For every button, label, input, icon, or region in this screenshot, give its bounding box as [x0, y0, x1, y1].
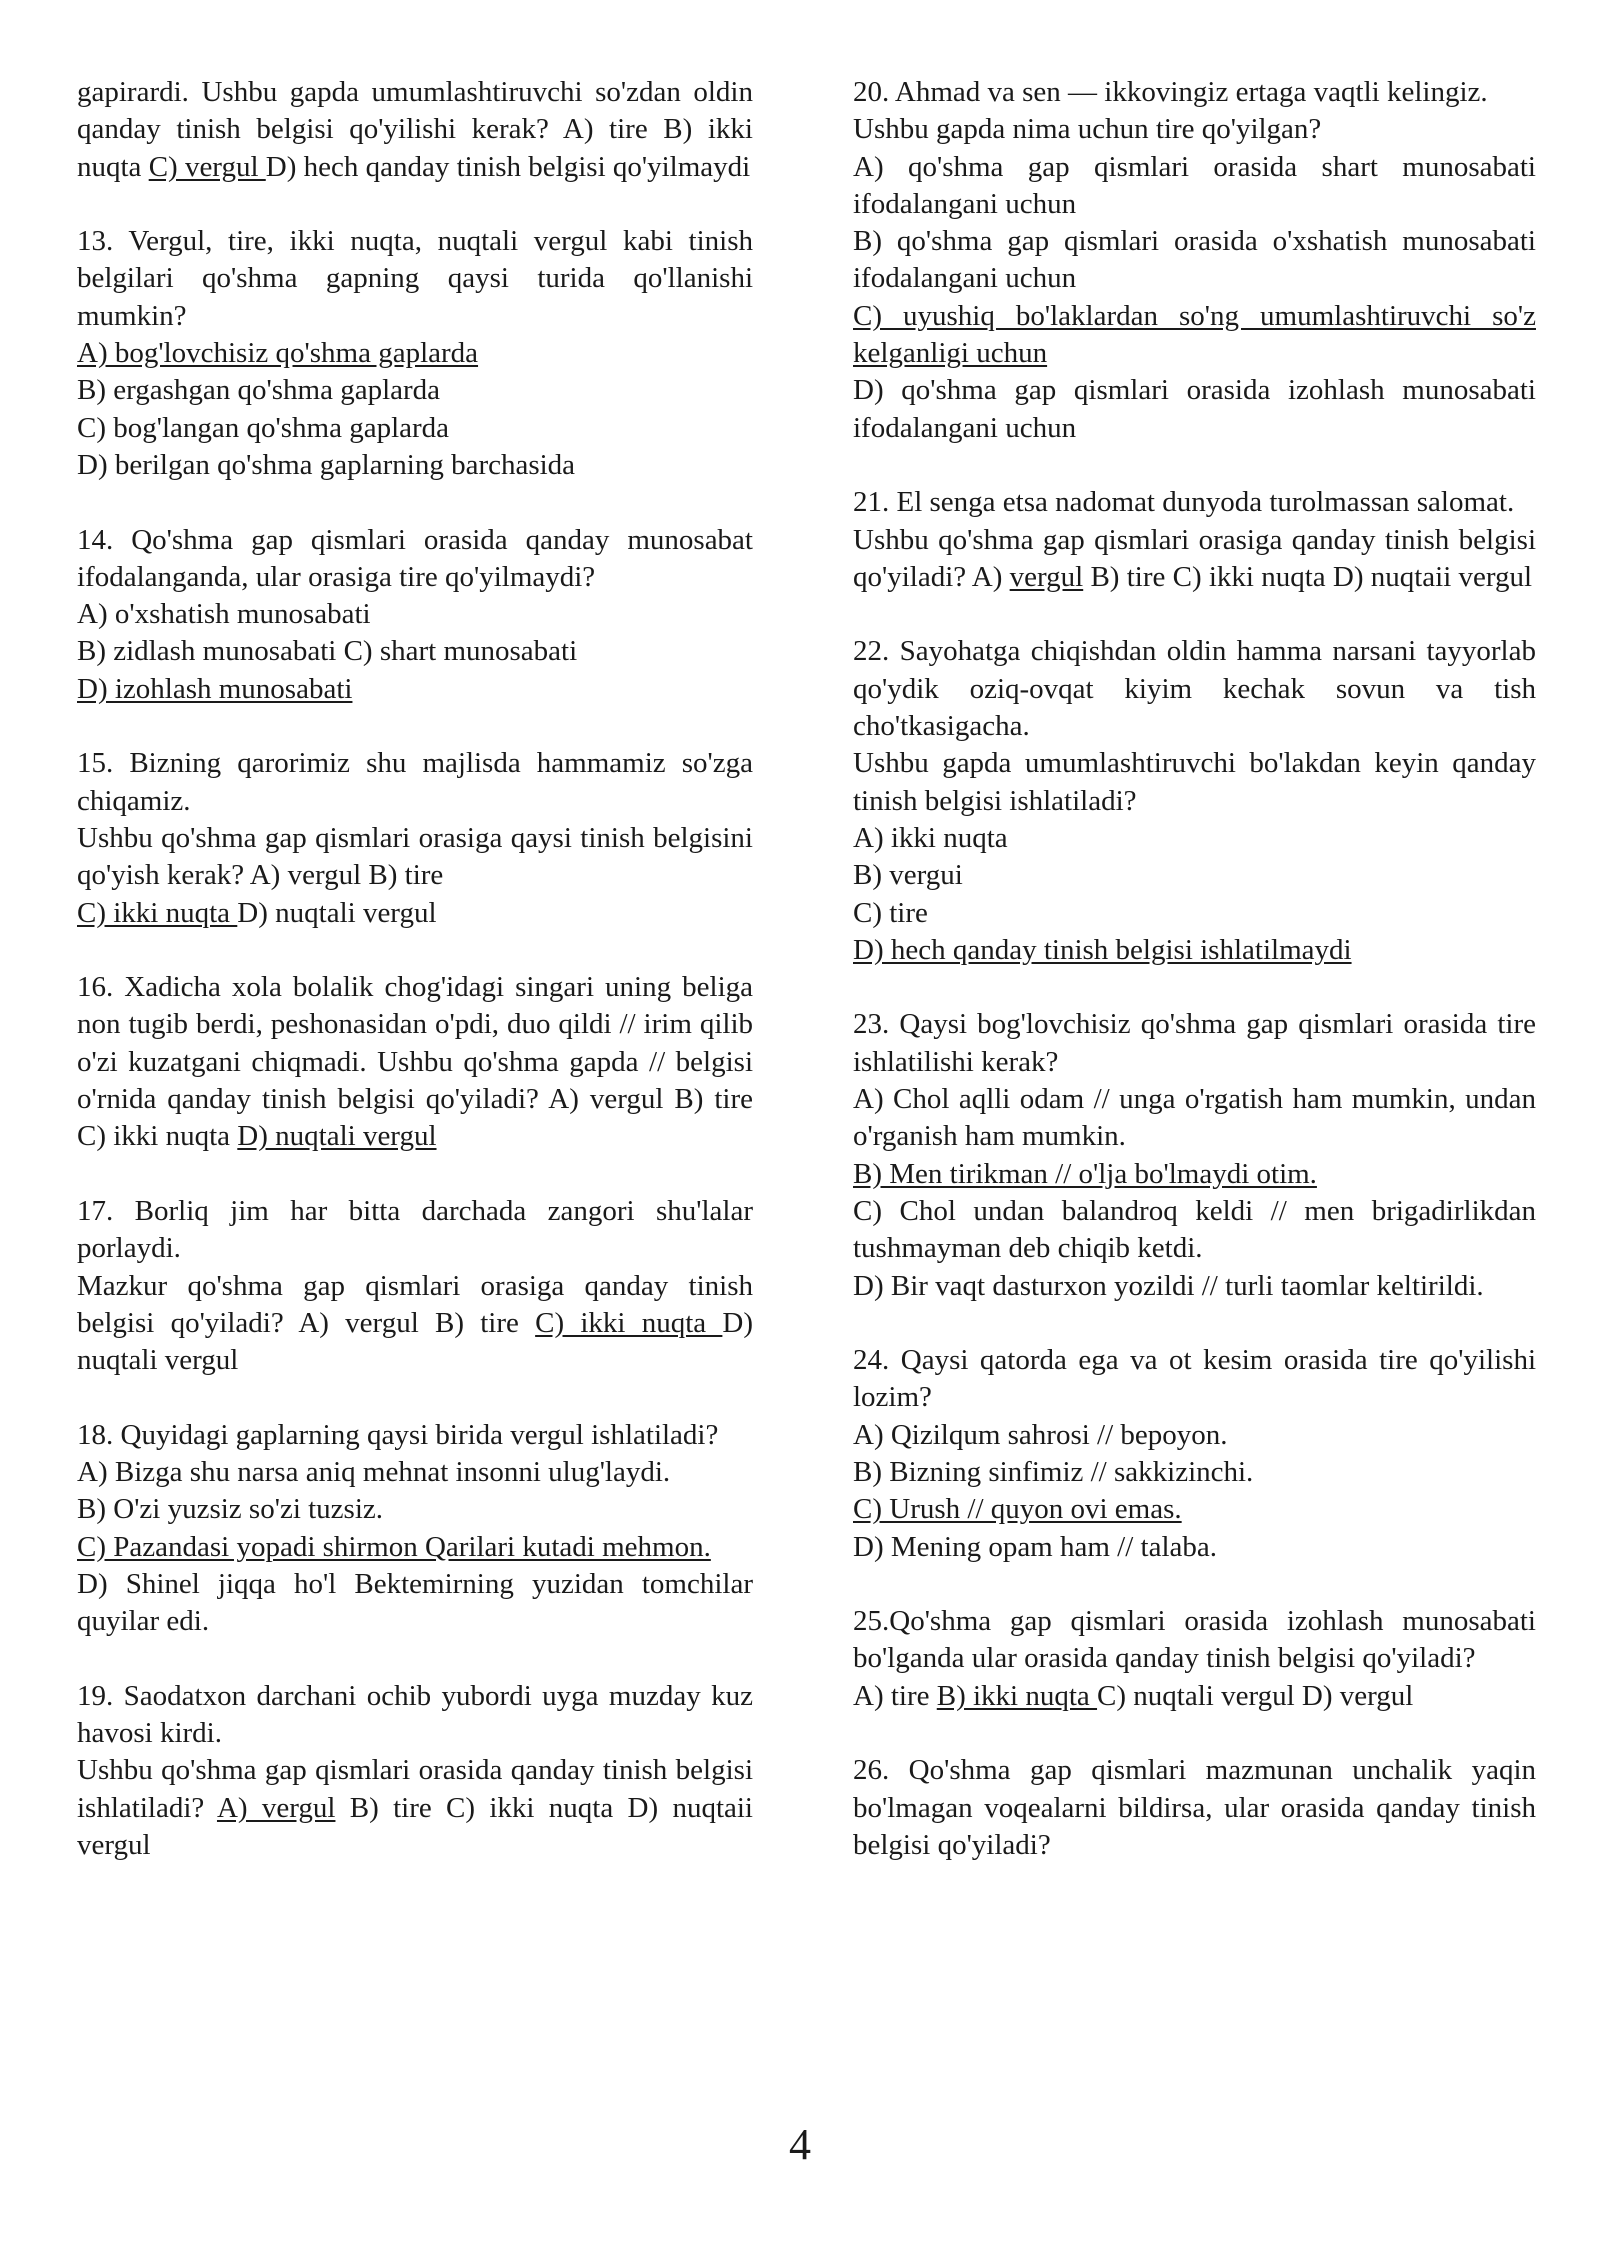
- correct-answer: C) ikki nuqta: [535, 1306, 723, 1339]
- option-d: D) izohlash munosabati: [77, 672, 353, 705]
- question-12-continuation: [77, 74, 753, 186]
- option-b: B) O'zi yuzsiz so'zi tuzsiz.: [77, 1493, 384, 1526]
- correct-answer: D) nuqtali vergul: [237, 1120, 437, 1153]
- question-15: [77, 745, 753, 931]
- question-20: [853, 74, 1536, 447]
- question-text: 23. Qaysi bog'lovchisiz qo'shma gap qismlari orasida tire ishlatilishi kerak?: [853, 1008, 1536, 1078]
- question-stem: Mazkur qo'shma gap qismlari orasiga qanday tinish belgisi qo'yiladi? A) vergul B) tire: [77, 1269, 753, 1339]
- question-sentence: 15. Bizning qarorimiz shu majlisda hammamiz so'zga chiqamiz.: [77, 747, 753, 817]
- question-26: [853, 1752, 1536, 1864]
- question-sentence: 19. Saodatxon darchani ochib yubordi uyga muzday kuz havosi kirdi.: [77, 1679, 753, 1750]
- option-d: D) qo'shma gap qismlari orasida izohlash munosabati ifodalangani uchun: [853, 374, 1536, 444]
- option-c: C) Pazandasi yopadi shirmon Qarilari kutadi mehmon.: [77, 1530, 711, 1563]
- other-options: C) nuqtali vergul D) vergul: [1097, 1679, 1414, 1712]
- option-c: C) Chol undan balandroq keldi // men brigadirlikdan tushmayman deb chiqib ketdi.: [853, 1194, 1536, 1265]
- other-options: B) tire C) ikki nuqta D) nuqtaii vergul: [77, 1791, 753, 1861]
- option-c: C) uyushiq bo'laklardan so'ng umumlashtiruvchi so'z kelganligi uchun: [853, 299, 1536, 370]
- option-b: B) ergashgan qo'shma gaplarda: [77, 374, 441, 407]
- question-13: [77, 223, 753, 484]
- option-d: D) nuqtali vergul: [77, 1306, 753, 1377]
- question-24: [853, 1342, 1536, 1566]
- question-stem: Ushbu qo'shma gap qismlari orasida qanday tinish belgisi ishlatiladi?: [77, 1754, 753, 1824]
- option-b-c: B) zidlash munosabati C) shart munosabati: [77, 635, 578, 668]
- question-text: [77, 1268, 753, 1380]
- question-text: 13. Vergul, tire, ikki nuqta, nuqtali vergul kabi tinish belgilari qo'shma gapning qaysi turida qo'llanishi mumkin?: [77, 225, 753, 332]
- option-d: D) hech qanday tinish belgisi ishlatilmaydi: [853, 933, 1352, 966]
- question-stem: Ushbu qo'shma gap qismlari orasiga qanday tinish belgisi qo'yiladi? A): [853, 523, 1536, 593]
- correct-answer: C) vergul: [148, 150, 266, 183]
- question-text: [77, 1752, 753, 1864]
- option-c: C) tire: [853, 896, 928, 929]
- option-a: A) tire: [853, 1679, 937, 1712]
- option-c: C) bog'langan qo'shma gaplarda: [77, 411, 450, 444]
- option-b: B) qo'shma gap qismlari orasida o'xshatish munosabati ifodalangani uchun: [853, 225, 1536, 295]
- question-17: [77, 1193, 753, 1379]
- question-text: 24. Qaysi qatorda ega va ot kesim orasida tire qo'yilishi lozim?: [853, 1344, 1536, 1414]
- option-d: D) berilgan qo'shma gaplarning barchasida: [77, 448, 576, 481]
- question-14: [77, 522, 753, 708]
- correct-answer: vergul: [1009, 560, 1084, 593]
- option-a: A) ikki nuqta: [853, 821, 1008, 854]
- question-21: [853, 484, 1536, 596]
- option-d: D) Mening opam ham // talaba.: [853, 1530, 1218, 1563]
- question-25: [853, 1603, 1536, 1715]
- question-text: [77, 74, 753, 186]
- left-column: [77, 74, 753, 1902]
- question-text: 18. Quyidagi gaplarning qaysi birida vergul ishlatiladi?: [77, 1418, 719, 1451]
- option-a: A) o'xshatish munosabati: [77, 598, 371, 631]
- question-text: Ushbu qo'shma gap qismlari orasiga qaysi tinish belgisini qo'yish kerak? A) vergul B) tire: [77, 821, 753, 892]
- question-text: 25.Qo'shma gap qismlari orasida izohlash munosabati bo'lganda ular orasida qanday tinish belgisi qo'yiladi?: [853, 1605, 1536, 1675]
- options-line: [77, 895, 753, 932]
- option-b: B) vergui: [853, 859, 963, 892]
- correct-answer: A) vergul: [216, 1791, 336, 1824]
- question-stem: 16. Xadicha xola bolalik chog'idagi singari uning beliga non tugib berdi, peshonasidan o'pdi, duo qildi // irim qilib o'zi kuzatgani chiqmadi. Ushbu qo'shma gapda // belgisi o'rnida qanday tinish belgisi qo'yiladi? A) vergul B) tire C) ikki nuqta: [77, 971, 753, 1153]
- correct-answer: B) ikki nuqta: [936, 1679, 1098, 1712]
- option-a: A) Chol aqlli odam // unga o'rgatish ham mumkin, undan o'rganish ham mumkin.: [853, 1083, 1536, 1153]
- option-a: A) Bizga shu narsa aniq mehnat insonni ulug'laydi.: [77, 1455, 671, 1488]
- question-18: [77, 1417, 753, 1641]
- question-tail: D) hech qanday tinish belgisi qo'yilmaydi: [265, 150, 751, 183]
- right-column: [853, 74, 1536, 1902]
- option-a: A) bog'lovchisiz qo'shma gaplarda: [77, 337, 479, 370]
- option-d: D) Shinel jiqqa ho'l Bektemirning yuzidan tomchilar quyilar edi.: [77, 1567, 753, 1638]
- question-sentence: 22. Sayohatga chiqishdan oldin hamma narsani tayyorlab qo'ydik oziq-ovqat kiyim kechak sovun va tish cho'tkasigacha.: [853, 635, 1536, 743]
- question-text: [77, 969, 753, 1155]
- option-a: A) Qizilqum sahrosi // bepoyon.: [853, 1418, 1228, 1451]
- question-text: Ushbu gapda umumlashtiruvchi bo'lakdan keyin qanday tinish belgisi ishlatiladi?: [853, 747, 1536, 817]
- question-22: [853, 633, 1536, 969]
- correct-answer: C) ikki nuqta: [77, 896, 238, 929]
- other-options: B) tire C) ikki nuqta D) nuqtaii vergul: [1083, 560, 1533, 593]
- question-text: [853, 522, 1536, 597]
- question-text: 14. Qo'shma gap qismlari orasida qanday munosabat ifodalanganda, ular orasiga tire qo'yilmaydi?: [77, 523, 753, 593]
- question-sentence: 17. Borliq jim har bitta darchada zangori shu'lalar porlaydi.: [77, 1194, 753, 1265]
- question-text: Ushbu gapda nima uchun tire qo'yilgan?: [853, 113, 1322, 146]
- question-19: [77, 1678, 753, 1864]
- question-16: [77, 969, 753, 1155]
- options-line: [853, 1678, 1536, 1715]
- option-c: C) Urush // quyon ovi emas.: [853, 1493, 1182, 1526]
- question-text: 26. Qo'shma gap qismlari mazmunan unchalik yaqin bo'lmagan voqealarni bildirsa, ular orasida qanday tinish belgisi qo'yiladi?: [853, 1754, 1536, 1861]
- option-b: B) Men tirikman // o'lja bo'lmaydi otim.: [853, 1157, 1317, 1190]
- option-b: B) Bizning sinfimiz // sakkizinchi.: [853, 1455, 1254, 1488]
- question-sentence: 21. El senga etsa nadomat dunyoda turolmassan salomat.: [853, 486, 1515, 519]
- question-23: [853, 1006, 1536, 1304]
- question-stem: gapirardi. Ushbu gapda umumlashtiruvchi so'zdan oldin qanday tinish belgisi qo'yilishi kerak? A) tire B) ikki nuqta: [77, 76, 753, 183]
- option-d: D) nuqtali vergul: [237, 896, 437, 929]
- page-number: 4: [789, 2120, 811, 2169]
- option-d: D) Bir vaqt dasturxon yozildi // turli taomlar keltirildi.: [853, 1269, 1484, 1302]
- option-a: A) qo'shma gap qismlari orasida shart munosabati ifodalangani uchun: [853, 150, 1536, 220]
- question-sentence: 20. Ahmad va sen — ikkovingiz ertaga vaqtli kelingiz.: [853, 76, 1488, 108]
